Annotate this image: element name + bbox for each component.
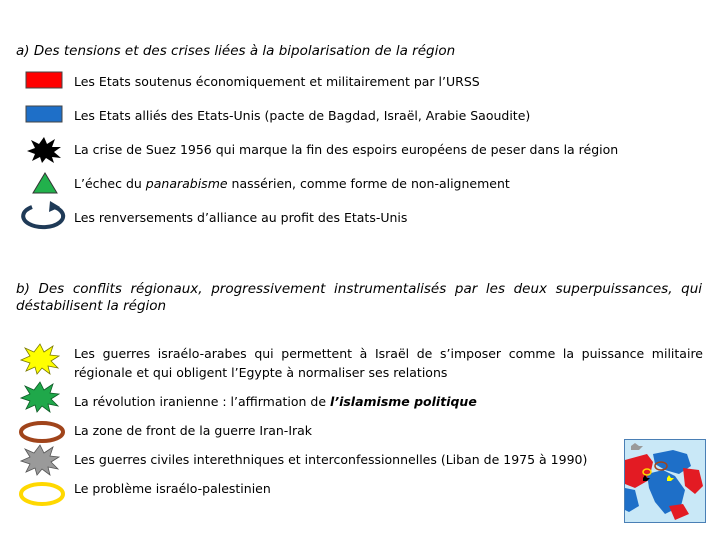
legend-item-civil-wars: Les guerres civiles interethniques et interconfessionnelles (Liban de 1975 à 1990) <box>74 452 588 467</box>
legend-item-urss: Les Etats soutenus économiquement et militairement par l’URSS <box>74 74 480 89</box>
legend-item-iran-iraq-war: La zone de front de la guerre Iran-Irak <box>74 423 313 438</box>
section-a-heading: a) Des tensions et des crises liées à la bipolarisation de la région <box>16 43 456 59</box>
brown-ellipse-icon <box>18 420 66 444</box>
legend-item-iranian-revolution: La révolution iranienne : l’affirmation de l’islamisme politique <box>74 394 477 409</box>
yellow-explosion-icon <box>20 343 60 375</box>
red-rectangle-icon <box>25 71 63 89</box>
black-explosion-icon <box>26 136 62 164</box>
grey-explosion-icon <box>20 444 60 476</box>
legend-item-suez: La crise de Suez 1956 qui marque la fin des espoirs européens de peser dans la région <box>74 142 619 157</box>
section-b-heading: b) Des conflits régionaux, progressivement instrumentalisés par les deux superpuissances, qui déstabilisent la région <box>16 281 702 314</box>
blue-rectangle-icon <box>25 105 63 123</box>
legend-item-alliances: Les renversements d’alliance au profit des Etats-Unis <box>74 210 408 225</box>
green-triangle-icon <box>32 172 58 194</box>
green-explosion-icon <box>20 381 60 413</box>
middle-east-map-thumbnail-icon <box>624 439 706 523</box>
circular-arrow-icon <box>20 201 68 233</box>
legend-item-israeli-arab-wars: Les guerres israélo-arabes qui permettent à Israël de s’imposer comme la puissance militaire régionale et qui obligent l’Egypte à normaliser ses relations <box>74 346 703 380</box>
legend-item-panarabisme: L’échec du panarabisme nassérien, comme forme de non-alignement <box>74 176 510 191</box>
legend-item-israeli-palestinian: Le problème israélo-palestinien <box>74 481 271 496</box>
yellow-ellipse-icon <box>18 481 66 507</box>
legend-item-usa-allies: Les Etats alliés des Etats-Unis (pacte de Bagdad, Israël, Arabie Saoudite) <box>74 108 531 123</box>
